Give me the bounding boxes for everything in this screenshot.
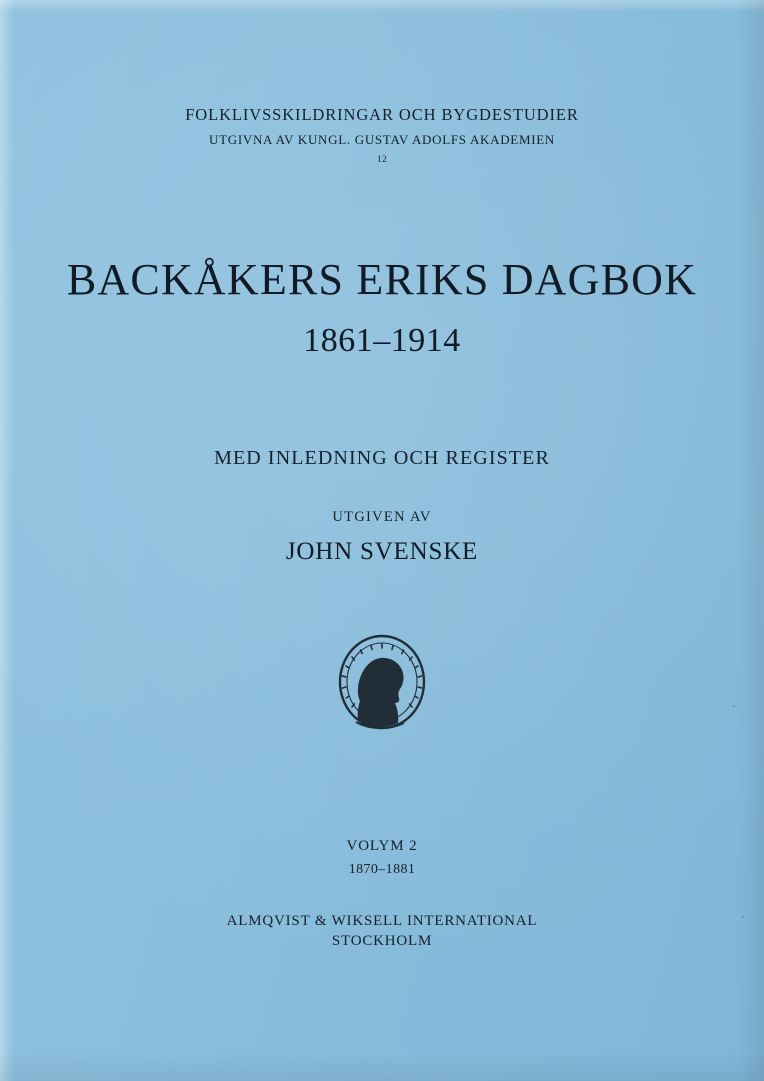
- edited-by-label: UTGIVEN AV: [332, 509, 432, 525]
- page-title: BACKÅKERS ERIKS DAGBOK: [66, 255, 698, 304]
- volume-label: VOLYM 2: [346, 838, 418, 854]
- series-number: 12: [376, 155, 388, 165]
- series-title: FOLKLIVSSKILDRINGAR OCH BYGDESTUDIER: [185, 105, 579, 124]
- paper-edge-top-highlight: [0, 0, 764, 12]
- volume-year-range: 1870–1881: [348, 862, 416, 877]
- subtitle: MED INLEDNING OCH REGISTER: [214, 447, 550, 469]
- series-publisher: UTGIVNA AV KUNGL. GUSTAV ADOLFS AKADEMIEN: [209, 132, 555, 147]
- editor-name: JOHN SVENSKE: [285, 538, 479, 565]
- publisher-name: ALMQVIST & WIKSELL INTERNATIONAL: [226, 913, 538, 929]
- publisher-city: STOCKHOLM: [331, 933, 433, 949]
- series-block: [0, 105, 764, 165]
- gustav-adolfs-akademien-seal-icon: [326, 630, 438, 754]
- paper-edge-bottom-shadow: [0, 1051, 764, 1081]
- emblem-container: [0, 630, 764, 754]
- title-year-range: 1861–1914: [303, 322, 461, 359]
